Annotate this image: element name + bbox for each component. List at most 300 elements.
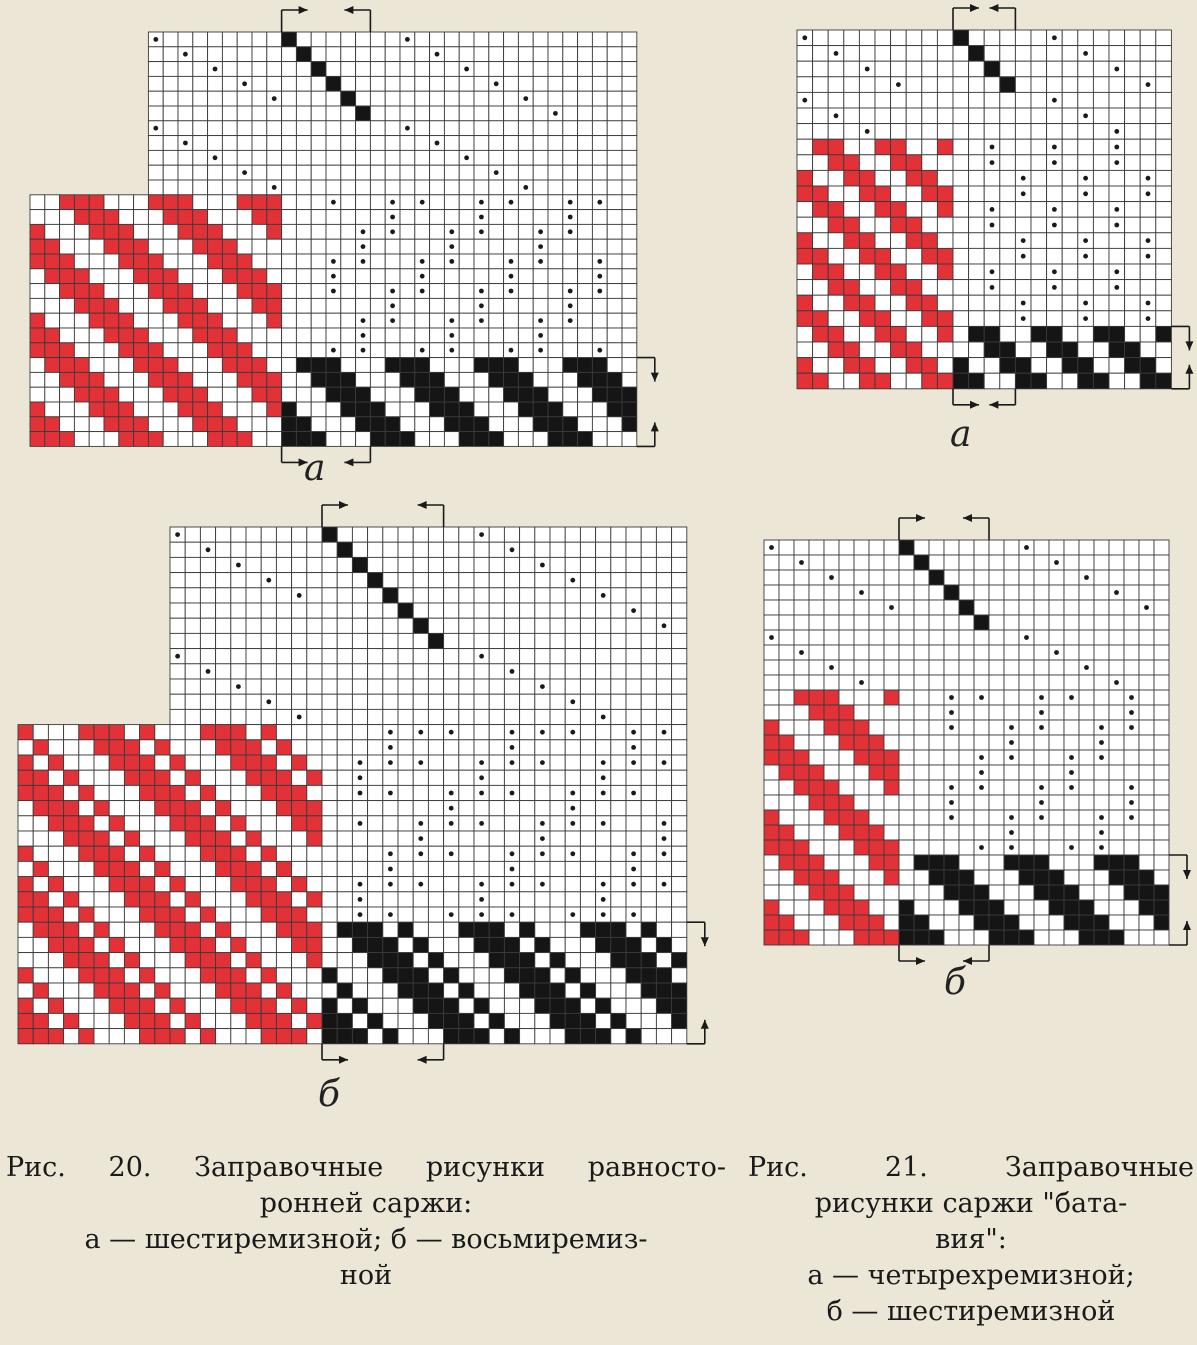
grid-cell (622, 47, 637, 62)
grid-cell (261, 664, 276, 679)
grid-cell (33, 968, 48, 983)
grid-cell (148, 76, 163, 91)
grid-cell (563, 417, 578, 432)
grid-cell (779, 570, 794, 585)
grid-cell (415, 121, 430, 136)
draft-dot (1024, 635, 1029, 640)
grid-cell (428, 801, 443, 816)
grid-cell (155, 907, 170, 922)
grid-cell (155, 983, 170, 998)
grid-cell (489, 664, 504, 679)
grid-cell (185, 937, 200, 952)
grid-cell (1062, 186, 1078, 202)
grid-cell (641, 527, 656, 542)
grid-cell (607, 136, 622, 151)
grid-cell (672, 1029, 687, 1044)
grid-cell (178, 358, 193, 373)
grid-cell (459, 298, 474, 313)
grid-cell (1079, 600, 1094, 615)
grid-cell (444, 91, 459, 106)
grid-cell (944, 660, 959, 675)
grid-cell (109, 998, 124, 1013)
grid-cell (565, 892, 580, 907)
grid-cell (929, 780, 944, 795)
grid-cell (185, 588, 200, 603)
grid-cell (356, 298, 371, 313)
grid-cell (444, 998, 459, 1013)
draft-dot (1144, 605, 1149, 610)
grid-cell (33, 725, 48, 740)
grid-cell (1062, 326, 1078, 342)
grid-cell (94, 785, 109, 800)
grid-cell (267, 254, 282, 269)
grid-cell (1109, 660, 1124, 675)
grid-cell (134, 432, 149, 447)
grid-cell (891, 30, 907, 46)
grid-cell (550, 831, 565, 846)
grid-cell (1139, 645, 1154, 660)
grid-cell (292, 542, 307, 557)
grid-cell (779, 720, 794, 735)
grid-cell (119, 402, 134, 417)
grid-cell (797, 342, 813, 358)
grid-cell (383, 588, 398, 603)
grid-cell (30, 210, 45, 225)
grid-cell (794, 750, 809, 765)
grid-cell (891, 155, 907, 171)
grid-cell (383, 679, 398, 694)
grid-cell (504, 953, 519, 968)
grid-cell (504, 709, 519, 724)
grid-cell (30, 417, 45, 432)
grid-cell (296, 313, 311, 328)
grid-cell (518, 402, 533, 417)
grid-cell (430, 106, 445, 121)
grid-cell (79, 892, 94, 907)
grid-cell (64, 725, 79, 740)
grid-cell (444, 417, 459, 432)
grid-cell (200, 618, 215, 633)
grid-cell (140, 968, 155, 983)
grid-cell (672, 679, 687, 694)
grid-cell (641, 633, 656, 648)
grid-cell (533, 121, 548, 136)
grid-cell (237, 121, 252, 136)
draft-dot (361, 333, 366, 338)
draft-dot (420, 259, 425, 264)
grid-cell (622, 165, 637, 180)
grid-cell (489, 740, 504, 755)
grid-cell (839, 555, 854, 570)
grid-cell (430, 417, 445, 432)
grid-cell (875, 124, 891, 140)
grid-cell (813, 217, 829, 233)
grid-cell (1034, 840, 1049, 855)
draft-dot (949, 800, 954, 805)
grid-cell (231, 755, 246, 770)
grid-cell (415, 387, 430, 402)
draft-dot (388, 867, 393, 872)
grid-cell (828, 77, 844, 93)
grid-cell (859, 202, 875, 218)
grid-cell (764, 705, 779, 720)
grid-cell (794, 765, 809, 780)
grid-cell (170, 709, 185, 724)
grid-cell (474, 32, 489, 47)
grid-cell (922, 358, 938, 374)
grid-cell (459, 343, 474, 358)
grid-cell (216, 968, 231, 983)
grid-cell (398, 664, 413, 679)
grid-cell (1004, 585, 1019, 600)
grid-cell (959, 540, 974, 555)
draft-dot (1129, 695, 1134, 700)
grid-cell (548, 313, 563, 328)
grid-cell (520, 785, 535, 800)
grid-cell (884, 690, 899, 705)
grid-cell (869, 645, 884, 660)
grid-cell (1156, 108, 1172, 124)
grid-cell (124, 831, 139, 846)
grid-cell (282, 372, 297, 387)
grid-cell (565, 1029, 580, 1044)
grid-cell (596, 649, 611, 664)
grid-cell (914, 720, 929, 735)
grid-cell (989, 690, 1004, 705)
grid-cell (1019, 795, 1034, 810)
grid-cell (33, 892, 48, 907)
grid-cell (626, 831, 641, 846)
grid-cell (533, 298, 548, 313)
grid-cell (216, 633, 231, 648)
grid-cell (1094, 780, 1109, 795)
grid-cell (489, 998, 504, 1013)
grid-cell (1049, 885, 1064, 900)
grid-cell (891, 233, 907, 249)
grid-cell (261, 877, 276, 892)
grid-cell (550, 922, 565, 937)
grid-cell (578, 372, 593, 387)
grid-cell (261, 1029, 276, 1044)
draft-dot (568, 215, 573, 220)
grid-cell (1078, 264, 1094, 280)
grid-cell (1000, 139, 1016, 155)
grid-cell (178, 210, 193, 225)
grid-cell (459, 801, 474, 816)
grid-cell (794, 900, 809, 915)
grid-cell (794, 690, 809, 705)
grid-cell (231, 633, 246, 648)
grid-cell (1019, 705, 1034, 720)
grid-cell (296, 195, 311, 210)
grid-cell (914, 810, 929, 825)
grid-cell (170, 1013, 185, 1028)
grid-cell (504, 402, 519, 417)
grid-cell (1034, 660, 1049, 675)
grid-cell (276, 588, 291, 603)
grid-cell (854, 630, 869, 645)
grid-cell (307, 709, 322, 724)
grid-cell (565, 953, 580, 968)
grid-cell (1064, 645, 1079, 660)
draft-dot (1099, 755, 1104, 760)
grid-cell (18, 983, 33, 998)
grid-cell (489, 417, 504, 432)
grid-cell (428, 861, 443, 876)
grid-cell (906, 233, 922, 249)
grid-cell (368, 785, 383, 800)
grid-cell (641, 785, 656, 800)
grid-cell (1109, 46, 1125, 62)
grid-cell (565, 649, 580, 664)
grid-cell (322, 922, 337, 937)
grid-cell (109, 877, 124, 892)
grid-cell (596, 1013, 611, 1028)
grid-cell (413, 542, 428, 557)
grid-cell (1034, 570, 1049, 585)
grid-cell (307, 1029, 322, 1044)
draft-dot (388, 882, 393, 887)
grid-cell (341, 165, 356, 180)
grid-cell (914, 900, 929, 915)
grid-cell (368, 694, 383, 709)
grid-cell (489, 32, 504, 47)
grid-cell (794, 720, 809, 735)
draft-dot (540, 563, 545, 568)
grid-cell (607, 121, 622, 136)
grid-cell (170, 770, 185, 785)
grid-cell (929, 915, 944, 930)
grid-cell (520, 573, 535, 588)
grid-cell (922, 248, 938, 264)
grid-cell (368, 937, 383, 952)
grid-cell (385, 432, 400, 447)
grid-cell (252, 298, 267, 313)
grid-cell (1094, 675, 1109, 690)
grid-cell (368, 664, 383, 679)
grid-cell (216, 740, 231, 755)
grid-cell (428, 588, 443, 603)
grid-cell (155, 1029, 170, 1044)
grid-cell (914, 825, 929, 840)
grid-cell (1049, 570, 1064, 585)
grid-cell (134, 254, 149, 269)
grid-cell (1109, 108, 1125, 124)
grid-cell (929, 540, 944, 555)
repeat-arrow (970, 401, 979, 409)
grid-cell (859, 217, 875, 233)
grid-cell (489, 770, 504, 785)
grid-cell (267, 343, 282, 358)
grid-cell (797, 186, 813, 202)
grid-cell (104, 402, 119, 417)
grid-cell (944, 825, 959, 840)
grid-cell (959, 570, 974, 585)
draft-dot (631, 608, 636, 613)
draft-dot (420, 200, 425, 205)
grid-cell (246, 527, 261, 542)
grid-cell (611, 709, 626, 724)
grid-cell (222, 91, 237, 106)
grid-cell (580, 983, 595, 998)
grid-cell (520, 618, 535, 633)
grid-cell (548, 195, 563, 210)
grid-cell (311, 195, 326, 210)
grid-cell (1079, 675, 1094, 690)
grid-cell (148, 269, 163, 284)
grid-cell (989, 840, 1004, 855)
grid-cell (94, 725, 109, 740)
grid-cell (170, 816, 185, 831)
grid-cell (430, 254, 445, 269)
draft-dot (570, 730, 575, 735)
grid-cell (1000, 326, 1016, 342)
draft-dot (510, 547, 515, 552)
grid-cell (596, 968, 611, 983)
grid-cell (352, 1013, 367, 1028)
grid-cell (398, 877, 413, 892)
grid-cell (383, 709, 398, 724)
grid-cell (944, 930, 959, 945)
draft-dot (494, 170, 499, 175)
grid-cell (550, 542, 565, 557)
grid-cell (163, 358, 178, 373)
grid-cell (1049, 795, 1064, 810)
draft-dot (889, 605, 894, 610)
grid-cell (779, 825, 794, 840)
grid-cell (580, 542, 595, 557)
grid-cell (922, 295, 938, 311)
grid-cell (246, 937, 261, 952)
grid-cell (1004, 885, 1019, 900)
grid-cell (415, 165, 430, 180)
grid-cell (580, 968, 595, 983)
grid-cell (922, 186, 938, 202)
grid-cell (1139, 750, 1154, 765)
grid-cell (413, 679, 428, 694)
grid-cell (489, 121, 504, 136)
draft-dot (1146, 191, 1151, 196)
draft-dot (479, 775, 484, 780)
grid-cell (296, 343, 311, 358)
grid-cell (578, 150, 593, 165)
draft-dot (479, 882, 484, 887)
grid-cell (1004, 690, 1019, 705)
grid-cell (592, 150, 607, 165)
grid-cell (824, 645, 839, 660)
grid-cell (356, 76, 371, 91)
grid-cell (337, 527, 352, 542)
grid-cell (341, 106, 356, 121)
grid-cell (1015, 61, 1031, 77)
draft-dot (570, 851, 575, 856)
grid-cell (385, 136, 400, 151)
grid-cell (779, 630, 794, 645)
draft-dot (865, 129, 870, 134)
grid-cell (216, 877, 231, 892)
grid-cell (611, 603, 626, 618)
grid-cell (170, 664, 185, 679)
grid-cell (282, 284, 297, 299)
grid-cell (311, 402, 326, 417)
grid-cell (370, 417, 385, 432)
grid-cell (222, 106, 237, 121)
grid-cell (385, 165, 400, 180)
grid-cell (891, 248, 907, 264)
grid-cell (261, 831, 276, 846)
grid-cell (444, 542, 459, 557)
grid-cell (489, 239, 504, 254)
grid-cell (641, 588, 656, 603)
grid-cell (607, 358, 622, 373)
draft-dot (390, 229, 395, 234)
grid-cell (200, 573, 215, 588)
grid-cell (267, 417, 282, 432)
grid-cell (1049, 840, 1064, 855)
draft-dot (331, 274, 336, 279)
grid-cell (875, 295, 891, 311)
grid-cell (30, 239, 45, 254)
grid-cell (914, 765, 929, 780)
grid-cell (869, 705, 884, 720)
grid-cell (764, 720, 779, 735)
grid-cell (193, 224, 208, 239)
grid-cell (60, 432, 75, 447)
grid-cell (611, 755, 626, 770)
grid-cell (282, 417, 297, 432)
grid-cell (64, 1029, 79, 1044)
grid-cell (611, 998, 626, 1013)
grid-cell (839, 795, 854, 810)
grid-cell (444, 269, 459, 284)
grid-cell (607, 195, 622, 210)
grid-cell (984, 233, 1000, 249)
grid-cell (1109, 295, 1125, 311)
grid-cell (1000, 295, 1016, 311)
grid-cell (548, 372, 563, 387)
grid-cell (489, 542, 504, 557)
grid-cell (267, 136, 282, 151)
grid-cell (891, 202, 907, 218)
grid-cell (444, 32, 459, 47)
grid-cell (163, 417, 178, 432)
grid-cell (64, 801, 79, 816)
grid-cell (489, 313, 504, 328)
grid-cell (1062, 124, 1078, 140)
grid-cell (292, 907, 307, 922)
draft-dot (242, 170, 247, 175)
grid-cell (504, 679, 519, 694)
grid-cell (548, 136, 563, 151)
grid-cell (578, 239, 593, 254)
grid-cell (237, 224, 252, 239)
grid-cell (170, 907, 185, 922)
grid-cell (163, 372, 178, 387)
grid-cell (267, 121, 282, 136)
grid-cell (869, 765, 884, 780)
grid-cell (1034, 915, 1049, 930)
grid-cell (337, 983, 352, 998)
grid-cell (1047, 77, 1063, 93)
grid-cell (267, 239, 282, 254)
grid-cell (1079, 915, 1094, 930)
grid-cell (914, 600, 929, 615)
grid-cell (292, 937, 307, 952)
grid-cell (859, 155, 875, 171)
grid-cell (428, 694, 443, 709)
grid-cell (231, 709, 246, 724)
grid-cell (1004, 870, 1019, 885)
